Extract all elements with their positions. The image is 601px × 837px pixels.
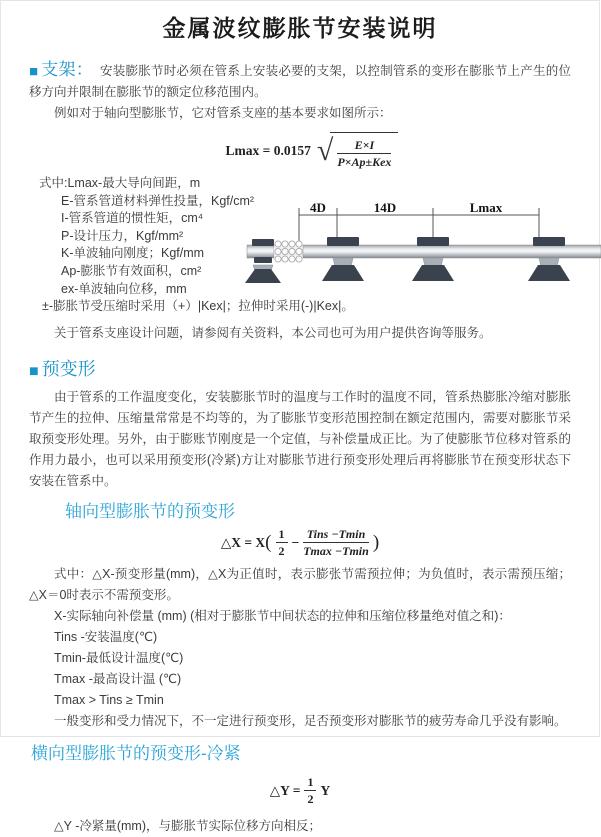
pipe (303, 245, 601, 258)
axial-predeform-formula (29, 527, 571, 558)
definition-line: P-设计压力，Kgf/mm² (61, 228, 184, 243)
dim-label-14d: 14D (373, 200, 397, 215)
radical-sign-icon: √ (316, 133, 334, 167)
one-half-fraction: 1 2 (276, 527, 288, 558)
support-section-intro (29, 59, 571, 103)
one-half-fraction: $\frac{1}{2}$ (304, 775, 316, 806)
lmax-formula (53, 132, 571, 169)
definition-line: ex-单波轴向位移，mm (61, 281, 187, 296)
definition-line: I-管系管道的惯性矩，cm⁴ (61, 211, 204, 226)
formula-denominator: P×Ap±Kex (337, 155, 392, 169)
lateral-predeform-formula (29, 775, 571, 806)
formula-numerator: E×I (337, 138, 391, 154)
section-square-icon: ■ (29, 63, 39, 80)
radical-content (330, 132, 398, 169)
definition-line: 式中:Lmax-最大导向间距，m (39, 176, 201, 190)
subheading-lateral-predeform: 横向型膨胀节的预变形-冷紧 (31, 744, 241, 763)
bellows-icon (274, 241, 303, 262)
axial-note-text: 一般变形和受力情况下，不一定进行预变形，足否预变形对膨胀节的疲劳寿命几乎没有影响。 (54, 714, 567, 728)
definition-line: E-管系管道材料弹性投量，Kgf/cm² (61, 193, 255, 208)
definition-line: Ap-膨胀节有效面积，cm² (61, 263, 202, 278)
definition-line: K-单波轴向刚度；Kgf/mm (61, 246, 205, 261)
axial-definition-line: Tins -安装温度(℃) (54, 630, 158, 644)
pipe-stub (247, 245, 274, 258)
definition-line: ±-膨胀节受压缩时采用（+）|Kex|；拉伸时采用(-)|Kex|。 (42, 299, 354, 314)
predeform-paragraph: 由于管系的工作温度变化，安装膨胀节时的温度与工作时的温度不同，管系热膨胀冷缩对膨胀节产生的拉伸、压缩量常常是不均等的，为了膨胀节变形范围控制在额定范围内，需要对膨胀节采取预变形处理。另外，由于膨账节刚度是一个定值，与补偿量成正比。为了使膨胀节位移对管系的作用力最小，也可以采用预变形(冷紧)方让对膨胀节进行预变形处理后再将膨胀节在预变形状态下安装在管系中。 (29, 390, 571, 488)
axial-definition-paragraph: 式中：△X-预变形量(mm)，△X为正值时，表示膨张节需预拉伸；为负值时，表示需预压缩；△X＝0时表示不需预变形。 (29, 567, 571, 602)
support-intro-text: 安装膨胀节时必须在管系上安装必要的支架，以控制管系的变形在膨胀节上产生的位移方向并限制在膨胀节的额定位移范围内。 (29, 64, 571, 99)
section-heading-predeform (29, 357, 571, 384)
pipe-support-diagram (247, 201, 601, 301)
formula-lhs: △X = X (220, 535, 266, 550)
dim-label-4d: 4D (310, 200, 326, 215)
axial-definition-line: Tmax -最高设计温 (℃) (54, 672, 182, 686)
subheading-axial-predeform: 轴向型膨胀节的预变形 (65, 502, 235, 521)
axial-definition-line: Tmax > Tins ≥ Tmin (54, 693, 164, 707)
minus-sign: − (291, 535, 300, 550)
temperature-fraction: Tins −Tmin Tmax −Tmin (303, 527, 369, 558)
formula-lhs: Lmax = 0.0157 (225, 143, 311, 158)
support-example-text: 例如对于轴向型膨胀节，它对管系支座的基本要求如图所示： (54, 106, 392, 120)
formula-lhs: △Y = (269, 783, 301, 798)
formula-rhs: Y (320, 783, 331, 798)
axial-definition-line: X-实际轴向补偿量 (mm) (相对于膨胀节中间状态的拉伸和压缩位移量绝对值之和)： (54, 609, 511, 623)
pipe-support (412, 237, 454, 281)
open-paren: ( (265, 532, 272, 553)
pipe-support (528, 237, 570, 281)
dim-label-lmax: Lmax (469, 200, 503, 215)
section-square-icon: ■ (29, 363, 39, 380)
dimension-line (299, 208, 539, 242)
section-heading-support: 支架： (41, 60, 94, 79)
page-title: 金属波纹膨胀节安装说明 (162, 15, 438, 41)
predeform-heading-text: 预变形 (41, 359, 96, 379)
axial-definition-line: Tmin-最低设计温度(℃) (54, 651, 184, 665)
definitions-and-diagram (29, 175, 571, 323)
support-note-text: 关于管系支座设计问题，请参阅有关资料，本公司也可为用户提供咨询等服务。 (54, 326, 492, 340)
close-paren: ) (372, 532, 380, 553)
pipe-support (322, 237, 364, 281)
lateral-definition-line: △Y -冷紧量(mm)，与膨胀节实际位移方向相反； (54, 819, 322, 833)
